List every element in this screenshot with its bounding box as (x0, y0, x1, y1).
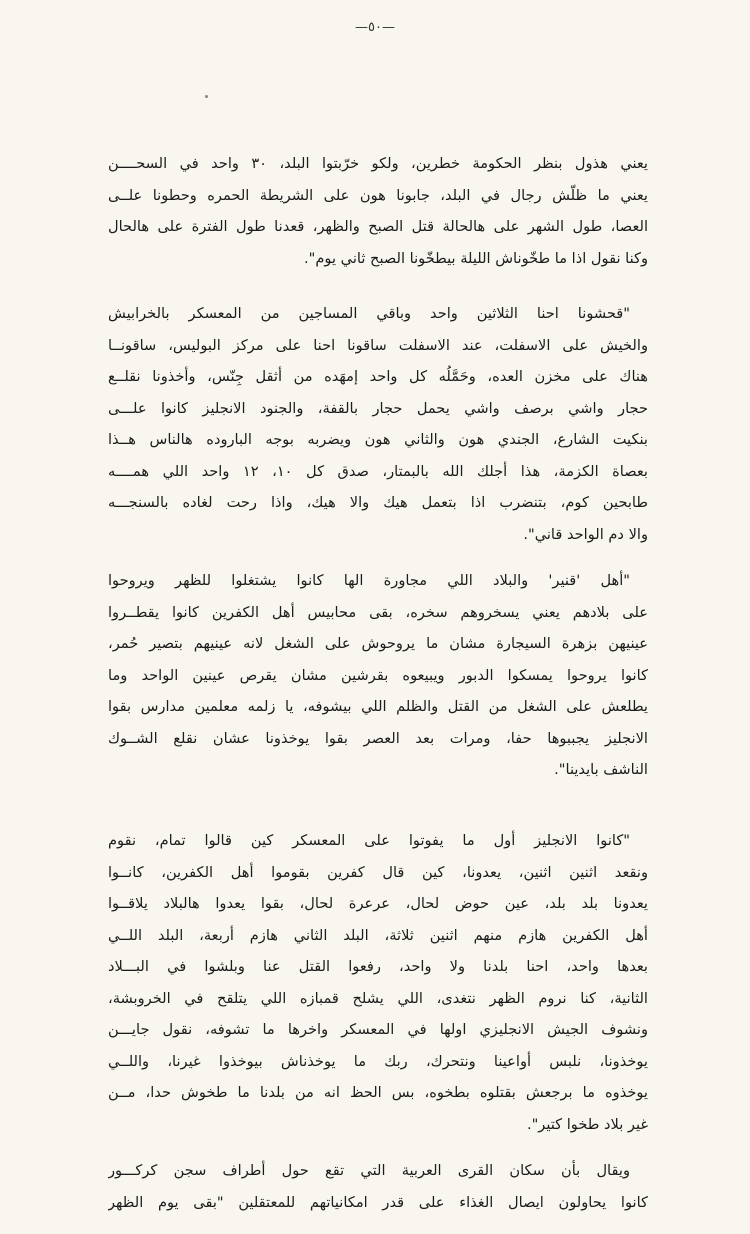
text-line: هناك على مخزن العده، وحَمَّلُه كل واحد إمهَده من أثقل جِنّس، وأخذونا نقلــع (108, 368, 648, 385)
text-line: يطلعش على الشغل من القتل والظلم اللي بيشوفه، يا زلمه معلمين مدارس بقوا (108, 698, 648, 715)
text-line: "قحشونا احنا الثلاثين واحد وباقي المساجين من المعسكر بالخرابيش (108, 305, 630, 322)
paragraph-5 (108, 1155, 648, 1218)
text-line: ونشوف الجيش الانجليزي اولها في المعسكر واخرها ما تشوفه، نقول جايـــن (108, 1021, 648, 1038)
page-number: —٥٠— (355, 20, 395, 35)
text-line: "كانوا الانجليز أول ما يفوتوا على المعسكر كين قالوا تمام، نقوم (108, 832, 630, 849)
text-line: غير بلاد طخوا كتير". (526, 1115, 648, 1133)
text-line: حجار واشي برصف واشي يحمل حجار بالقفة، والجنود الانجليز كانوا علـــى (108, 399, 648, 417)
text-line: طابحين كوم، بتنضرب اذا بتعمل هيك والا هيك، واذا رحت لغاده بالسنجـــه (108, 494, 648, 511)
text-line: العصا، طول الشهر على هالحالة قتل الصبح والظهر، قعدنا طول الفترة على هالحال (108, 218, 648, 235)
paragraph-2 (108, 298, 648, 550)
text-line: بنكيت الشارع، الجندي هون والثاني هون ويضربه بوجه الباروده هالناس هــذا (108, 431, 648, 448)
scan-speck (205, 95, 208, 98)
text-line: على بلادهم يعني يسخروهم سخره، بقى محابيس أهل الكفرين كانوا يقطــروا (108, 603, 648, 621)
text-line: كانوا يروحوا يمسكوا الدبور ويبيعوه بقرشين مشان يقرص عينين الواحد وما (108, 666, 648, 684)
text-line: كانوا يحاولون ايصال الغذاء على قدر امكانياتهم للمعتقلين "بقى يوم الظهر (108, 1193, 648, 1211)
text-line: الثانية، كنا نروم الظهر نتغدى، اللي يشلح قمبازه اللي يتلقح في الخروبشة، (108, 989, 648, 1007)
text-line: عينيهن بزهرة السيجارة مشان ما يروحوش على الشغل لانه عينيهم بتصير حُمر، (108, 635, 648, 652)
text-line: يعني ما ظلّش رجال في البلد، جابونا هون على الشريطة الحمره وحطونا علــى (108, 186, 648, 204)
text-line: يعني هذول بنظر الحكومة خطرين، ولكو خرّبتوا البلد، ٣٠ واحد في السحــــن (108, 155, 648, 172)
text-line: ونقعد اثنين اثنين، يعدونا، كين قال كفرين بقوموا أهل الكفرين، كانــوا (108, 863, 648, 881)
paragraph-1 (108, 148, 648, 274)
text-line: أهل الكفرين هازم منهم اثنين ثلاثة، البلد الثاني هازم أربعة، البلد اللــي (108, 926, 648, 944)
paragraph-3 (108, 565, 648, 786)
text-line: والا دم الواحد قاني". (523, 525, 648, 543)
text-line: يوخذونا، نلبس أواعينا ونتحرك، ربك ما يوخذناش بيوخذوا غيرنا، واللــي (108, 1052, 648, 1070)
text-line: ويقال بأن سكان القرى العربية التي تقع حول أطراف سجن كركـــور (108, 1162, 630, 1179)
text-line: يوخذوه ما برجعش بقتلوه بطخوه، بس الحظ انه من بلدنا ما طخوش حدا، مــن (108, 1084, 648, 1101)
paragraph-4 (108, 825, 648, 1140)
text-line: يعدونا بلد بلد، عين حوض لحال، عرعرة لحال، بقوا يعدوا هالبلاد يلاقــوا (108, 895, 648, 912)
text-line: والخيش على الاسفلت، عند الاسفلت ساقونا احنا على مركز البوليس، ساقونــا (108, 336, 648, 354)
text-line: بعصاة الكزمة، هذا أجلك الله بالبمتار، صدق كل ١٠، ١٢ واحد اللي همــــه (108, 462, 648, 480)
text-line: الانجليز يجببوها حفا، ومرات بعد العصر بقوا يوخذونا عشان نقلع الشــوك (108, 729, 648, 747)
text-line: بعدها واحد، احنا بلدنا ولا واحد، رفعوا القتل عنا وبلشوا في البـــلاد (108, 958, 648, 975)
text-line: وكنا نقول اذا ما طخّوناش الليلة بيطخّونا الصبح ثاني يوم". (304, 249, 648, 267)
text-line: "أهل 'قنير' والبلاد اللي مجاورة الها كانوا يشتغلوا للظهر ويروحوا (108, 572, 630, 589)
text-line: الناشف بايدينا". (554, 761, 648, 778)
